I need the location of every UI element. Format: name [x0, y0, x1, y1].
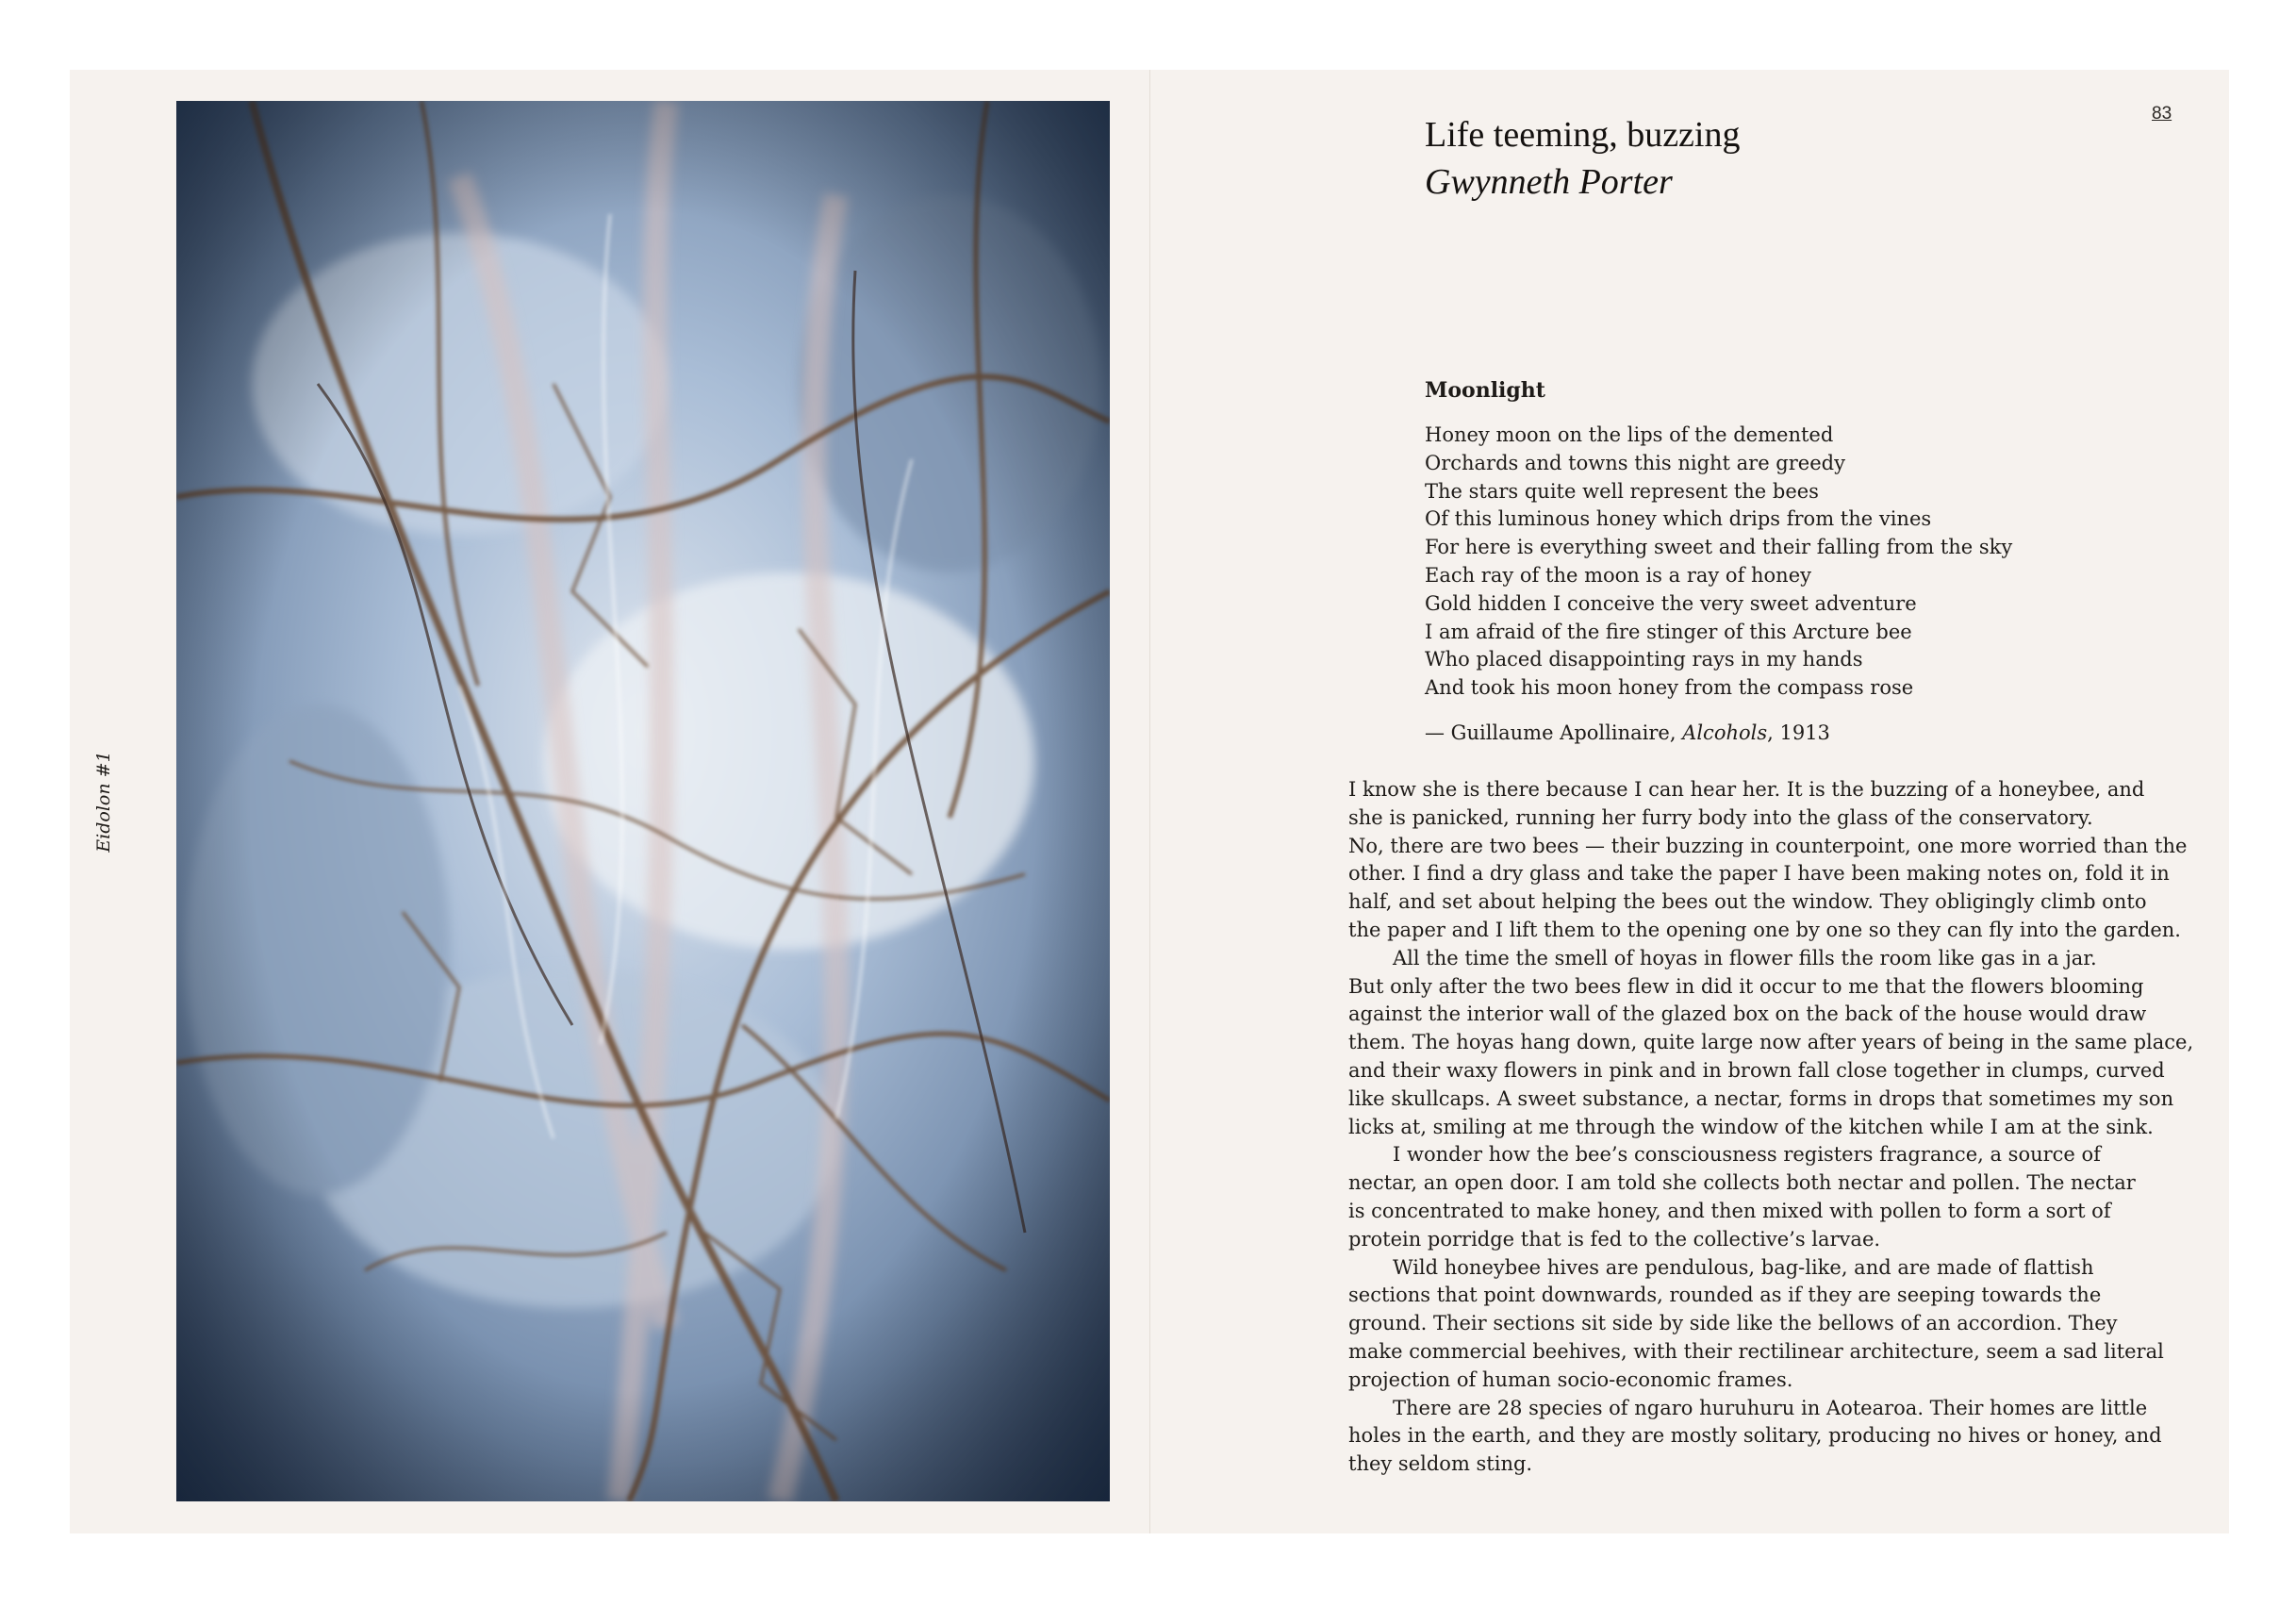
- body-line: protein porridge that is fed to the collective’s larvae.: [1348, 1227, 1881, 1251]
- body-line: is concentrated to make honey, and then mixed with pollen to form a sort of: [1348, 1199, 2111, 1222]
- poem-line: Who placed disappointing rays in my hands: [1425, 648, 1863, 671]
- body-line: But only after the two bees flew in did it occur to me that the flowers blooming: [1348, 974, 2144, 998]
- body-line: holes in the earth, and they are mostly solitary, producing no hives or honey, and: [1348, 1424, 2162, 1448]
- body-line: half, and set about helping the bees out the window. They obligingly climb onto: [1348, 890, 2147, 914]
- poem-line: Gold hidden I conceive the very sweet adventure: [1425, 591, 1917, 615]
- body-line: them. The hoyas hang down, quite large now after years of being in the same place,: [1348, 1031, 2194, 1054]
- body-line: against the interior wall of the glazed box on the back of the house would draw: [1348, 1003, 2147, 1026]
- body-line: and their waxy flowers in pink and in brown fall close together in clumps, curved: [1348, 1058, 2165, 1082]
- body-line: No, there are two bees — their buzzing in counterpoint, one more worried than the: [1348, 834, 2188, 857]
- page-number: 83: [2152, 104, 2172, 124]
- poem-line: I am afraid of the fire stinger of this Arcture bee: [1425, 620, 1912, 643]
- body-line: they seldom sting.: [1348, 1452, 1533, 1476]
- body-line: I know she is there because I can hear her. It is the buzzing of a honeybee, and: [1348, 778, 2145, 801]
- poem-title: Moonlight: [1425, 378, 1545, 403]
- attribution-work: Alcohols: [1682, 721, 1768, 744]
- poem-line: Honey moon on the lips of the demented: [1425, 423, 1834, 446]
- body-line: like skullcaps. A sweet substance, a nectar, forms in drops that sometimes my son: [1348, 1086, 2174, 1110]
- attribution-year: , 1913: [1767, 721, 1830, 744]
- poem-line: Of this luminous honey which drips from the vines: [1425, 507, 1932, 531]
- body-line: I wonder how the bee’s consciousness registers fragrance, a source of: [1393, 1143, 2101, 1167]
- article-author: Gwynneth Porter: [1425, 162, 1673, 202]
- wing-photo-illustration: [176, 101, 1110, 1501]
- body-line: ground. Their sections sit side by side like the bellows of an accordion. They: [1348, 1312, 2118, 1335]
- magazine-spread: [70, 70, 2229, 1533]
- body-line: other. I find a dry glass and take the paper I have been making notes on, fold it in: [1348, 862, 2170, 886]
- body-line: nectar, an open door. I am told she collects both nectar and pollen. The nectar: [1348, 1171, 2136, 1195]
- body-line: licks at, smiling at me through the window of the kitchen while I am at the sink.: [1348, 1115, 2154, 1138]
- poem-line: Orchards and towns this night are greedy: [1425, 451, 1845, 474]
- body-line: Wild honeybee hives are pendulous, bag-like, and are made of flattish: [1393, 1255, 2094, 1279]
- poem-line: For here is everything sweet and their falling from the sky: [1425, 536, 2013, 559]
- poem-line: The stars quite well represent the bees: [1425, 479, 1819, 503]
- poem-attribution: [1425, 719, 1830, 747]
- poem-line: Each ray of the moon is a ray of honey: [1425, 563, 1812, 587]
- page-gutter: [1149, 70, 1150, 1533]
- body-line: There are 28 species of ngaro huruhuru in Aotearoa. Their homes are little: [1393, 1396, 2148, 1419]
- body-line: projection of human socio-economic frames.: [1348, 1367, 1793, 1391]
- insect-wing-photo: [176, 101, 1110, 1501]
- article-title: Life teeming, buzzing: [1425, 115, 1741, 155]
- body-line: All the time the smell of hoyas in flower fills the room like gas in a jar.: [1393, 946, 2097, 969]
- poem-lines: [1425, 422, 2012, 703]
- article-body: [1348, 776, 2194, 1479]
- body-line: sections that point downwards, rounded as if they are seeping towards the: [1348, 1284, 2102, 1307]
- attribution-prefix: — Guillaume Apollinaire,: [1425, 721, 1683, 744]
- side-caption: Eidolon #1: [93, 751, 114, 853]
- body-line: she is panicked, running her furry body into the glass of the conservatory.: [1348, 805, 2093, 829]
- body-line: the paper and I lift them to the opening one by one so they can fly into the garden.: [1348, 918, 2181, 941]
- poem-line: And took his moon honey from the compass rose: [1425, 676, 1914, 700]
- body-line: make commercial beehives, with their rectilinear architecture, seem a sad literal: [1348, 1339, 2164, 1363]
